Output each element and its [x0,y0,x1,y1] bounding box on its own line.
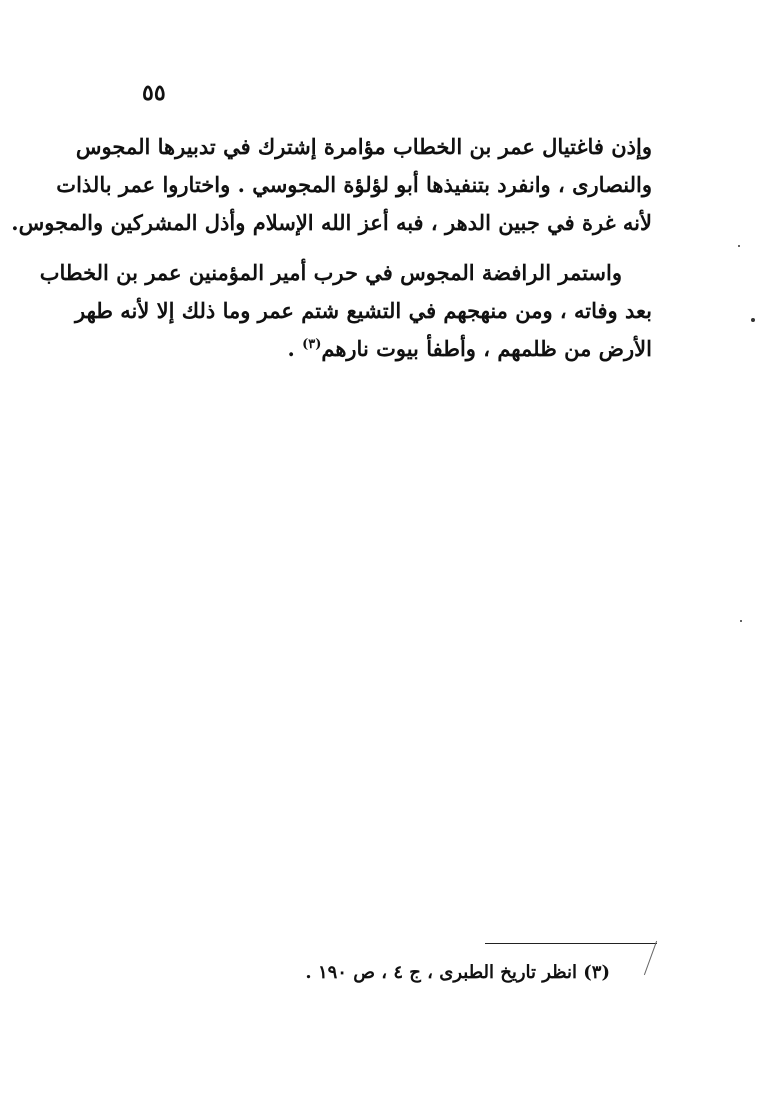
footnote-divider [485,943,657,944]
scan-speck [740,620,742,622]
scan-speck [738,245,740,247]
footnote-marker: (٣) [302,337,322,352]
paragraph-1 [11,128,652,242]
paragraph-1-line-2: والنصارى ، وانفرد بتنفيذها أبو لؤلؤة المجوسي . واختاروا عمر بالذات [56,172,652,197]
paragraph-2-line-3: الأرض من ظلمهم ، وأطفأ بيوت نارهم [321,336,652,361]
paragraph-2-end-mark: . [287,336,303,361]
footnote: (٣) انظر تاريخ الطبرى ، ج ٤ ، ص ١٩٠ . [305,962,610,983]
page-number: ٥٥ [142,80,166,106]
paragraph-2-line-3-wrapper [112,330,652,368]
paragraph-1-line-3: لأنه غرة في جبين الدهر ، فبه أعز الله الإسلام وأذل المشركين والمجوس. [11,210,652,235]
paragraph-2-line-1: واستمر الرافضة المجوس في حرب أمير المؤمنين عمر بن الخطاب [39,260,622,285]
scan-speck [751,318,755,322]
paragraph-1-line-1: وإذن فاغتيال عمر بن الخطاب مؤامرة إشترك في تدبيرها المجوس [75,134,652,159]
paragraph-2-line-2: بعد وفاته ، ومن منهجهم في التشيع شتم عمر وما ذلك إلا لأنه طهر [75,298,652,323]
paragraph-2 [39,254,652,368]
scan-scratch [644,941,657,975]
